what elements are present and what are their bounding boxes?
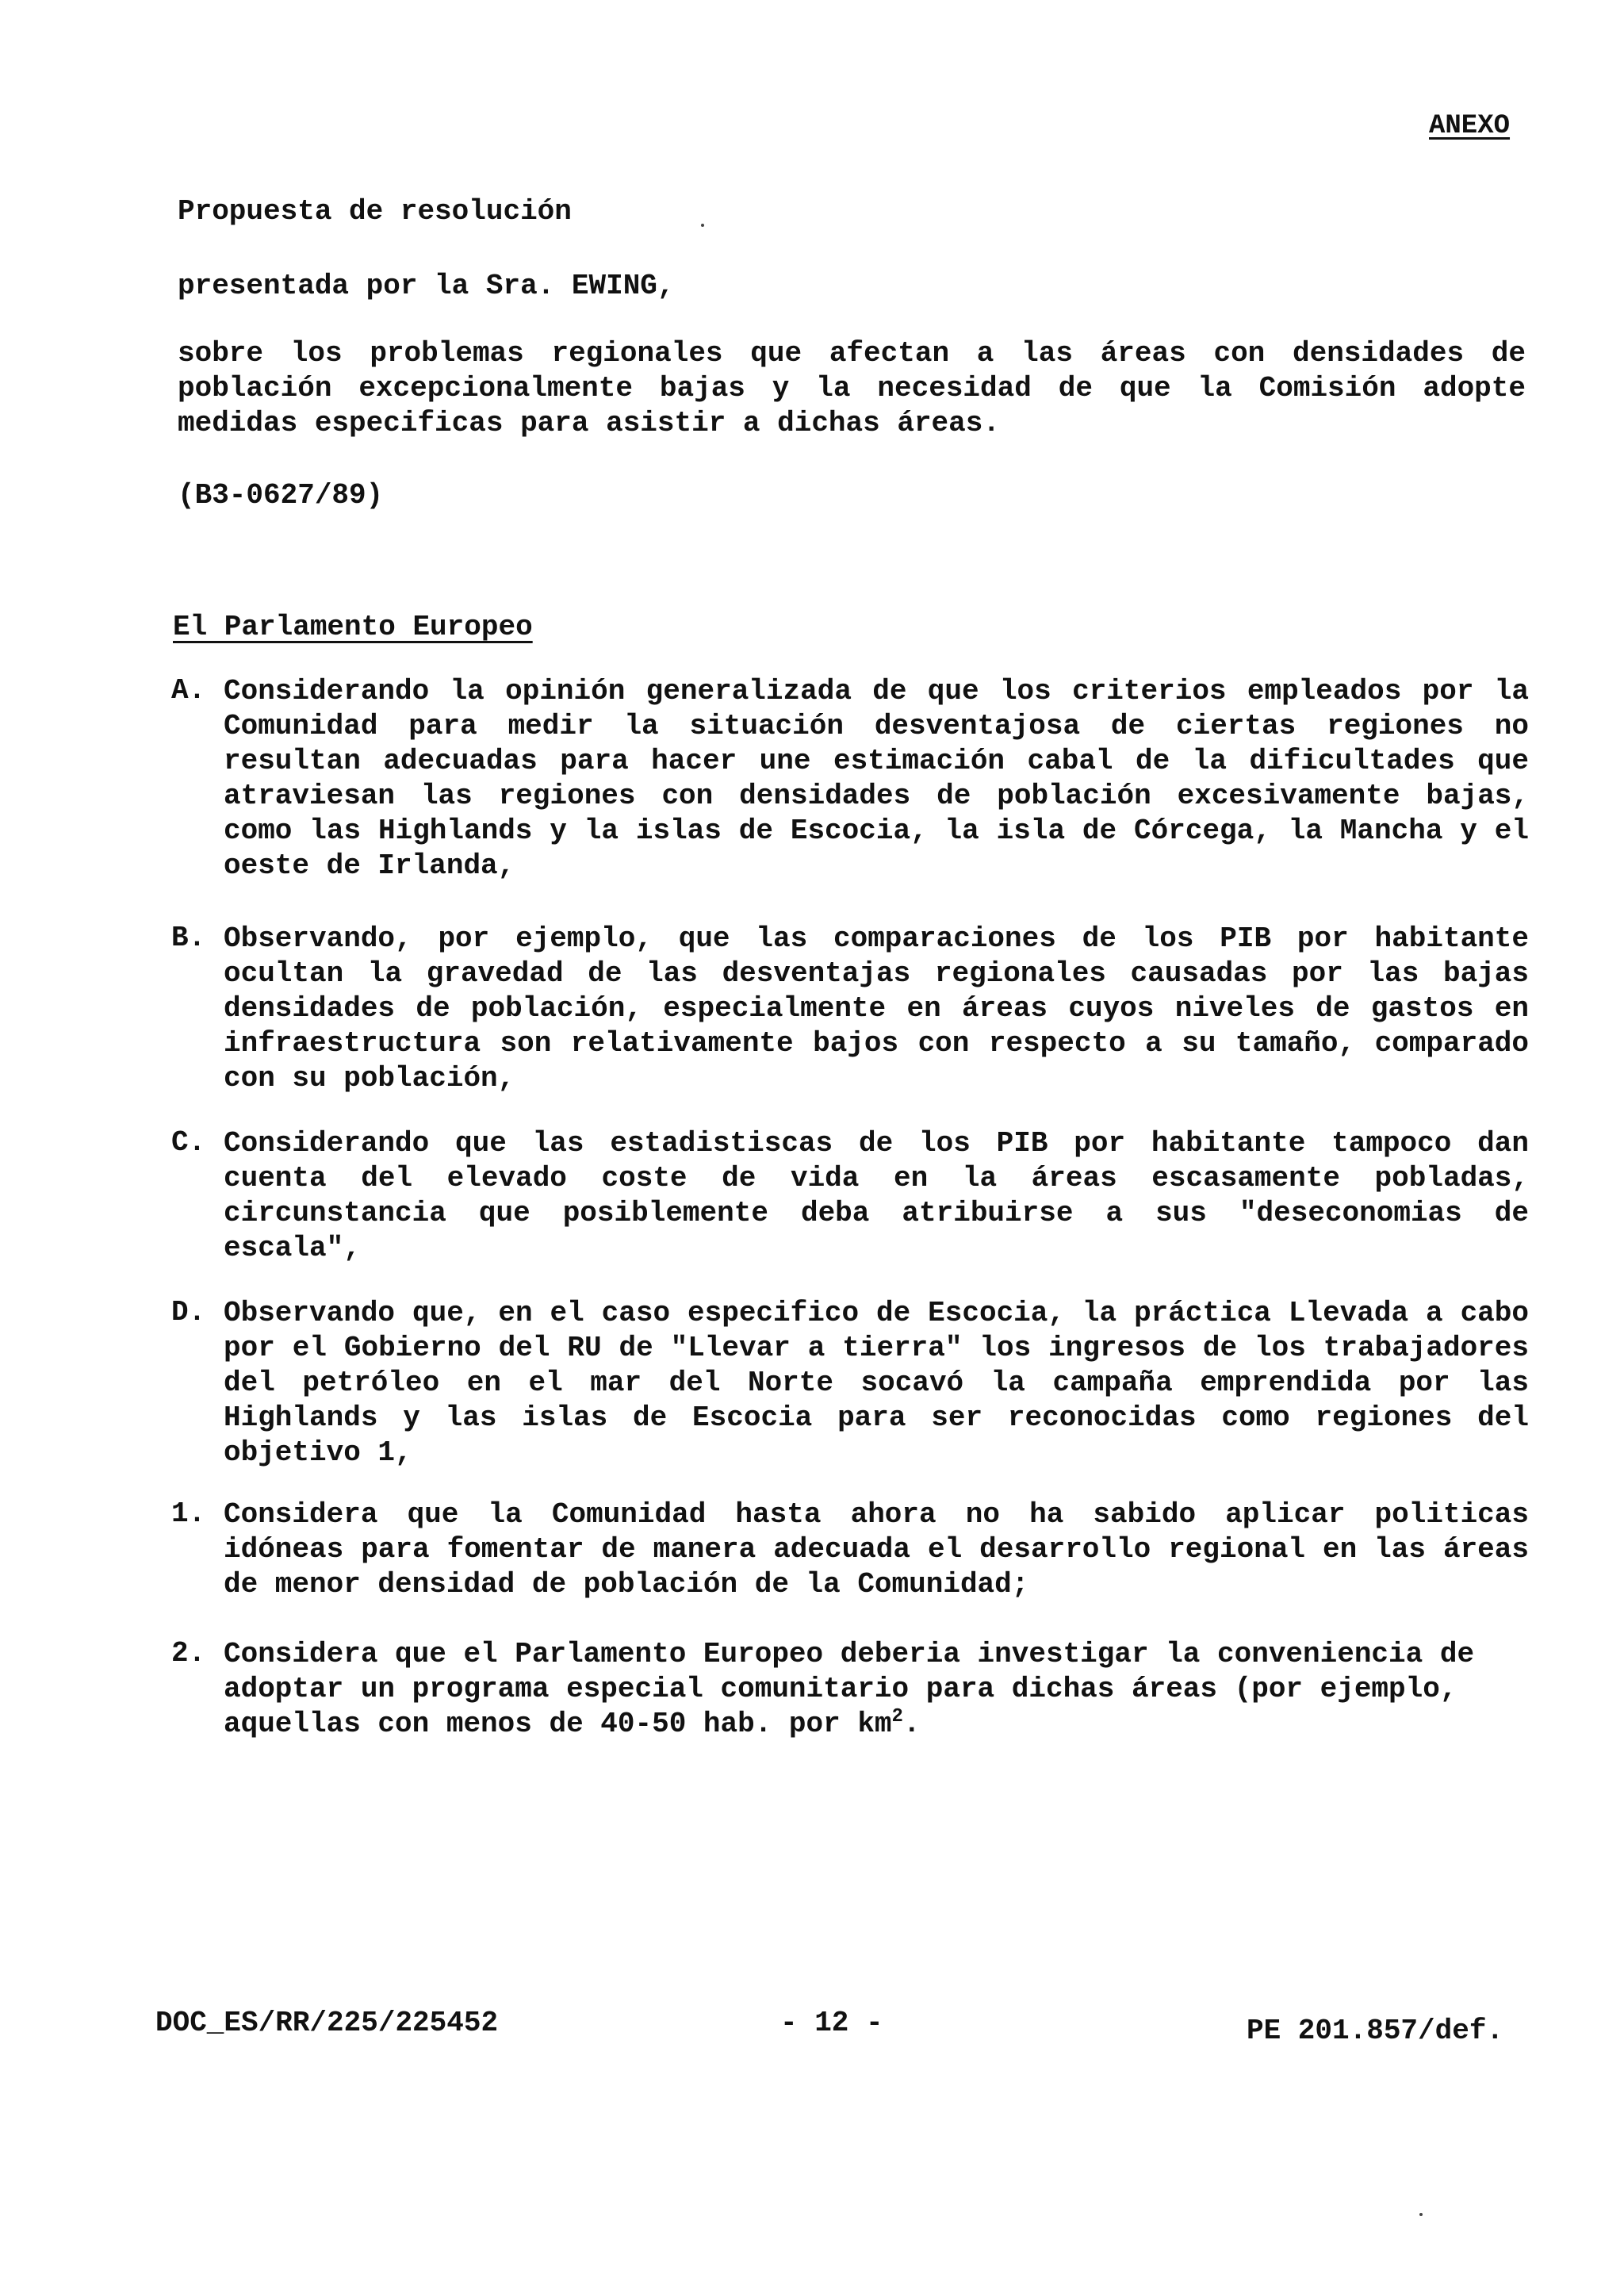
superscript: 2 [891, 1706, 903, 1727]
resolution-subject: sobre los problemas regionales que afectan a las áreas con densidades de población excepcionalmente bajas y la necesidad de que la Comisión adopte medidas especificas para asistir a dichas áreas. [178, 337, 1526, 439]
recital-marker: C. [171, 1126, 206, 1159]
scan-speck [701, 224, 704, 227]
reference-number: (B3-0627/89) [178, 479, 384, 512]
recital-marker: D. [171, 1296, 206, 1329]
point-text-tail: . [902, 1708, 921, 1740]
recital-marker: B. [171, 922, 206, 954]
point-marker: 1. [171, 1497, 206, 1530]
recital-text: Considerando que las estadistiscas de los PIB por habitante tampoco dan cuenta del elevado coste de vida en la áreas escasamente pobladas, circunstancia que posiblemente deba atribuirse a sus "deseconomias de escala", [224, 1127, 1529, 1264]
recital-text: Observando que, en el caso especifico de Escocia, la práctica Llevada a cabo por el Gobierno del RU de "Llevar a tierra" los ingresos de los trabajadores del petróleo en el mar del Norte socavó la campaña emprendida por las Highlands y las islas de Escocia para ser reconocidas como regiones del objetivo 1, [224, 1297, 1529, 1469]
scan-speck [1419, 2213, 1423, 2216]
footer-page-number: - 12 - [780, 2007, 883, 2039]
footer-pe-reference: PE 201.857/def. [1247, 2015, 1504, 2047]
point-marker: 2. [171, 1637, 206, 1670]
footer-doc-code: DOC_ES/RR/225/225452 [155, 2007, 499, 2039]
recital-marker: A. [171, 674, 206, 707]
point-text-container [224, 1637, 1529, 1742]
recital-text: Considerando la opinión generalizada de que los criterios empleados por la Comunidad para medir la situación desventajosa de ciertas regiones no resultan adecuadas para hacer une estimación cabal de la dificultades que atraviesan las regiones con densidades de población excesivamente bajas, como las Highlands y la islas de Escocia, la isla de Córcega, la Mancha y el oeste de Irlanda, [224, 675, 1529, 882]
point-text: Considera que la Comunidad hasta ahora no ha sabido aplicar politicas idóneas para fomentar de manera adecuada el desarrollo regional en las áreas de menor densidad de población de la Comunidad; [224, 1498, 1529, 1601]
document-title: Propuesta de resolución [178, 195, 572, 228]
presented-by-line: presentada por la Sra. EWING, [178, 270, 675, 302]
point-text: Considera que el Parlamento Europeo deberia investigar la conveniencia de adoptar un programa especial comunitario para dichas áreas (por ejemplo, aquellas con menos de 40-50 hab. por km [224, 1638, 1475, 1740]
annex-label: ANEXO [1429, 111, 1511, 141]
parliament-heading: El Parlamento Europeo [173, 611, 533, 643]
recital-text: Observando, por ejemplo, que las comparaciones de los PIB por habitante ocultan la gravedad de las desventajas regionales causadas por las bajas densidades de población, especialmente en áreas cuyos niveles de gastos en infraestructura son relativamente bajos con respecto a su tamaño, comparado con su población, [224, 922, 1529, 1095]
